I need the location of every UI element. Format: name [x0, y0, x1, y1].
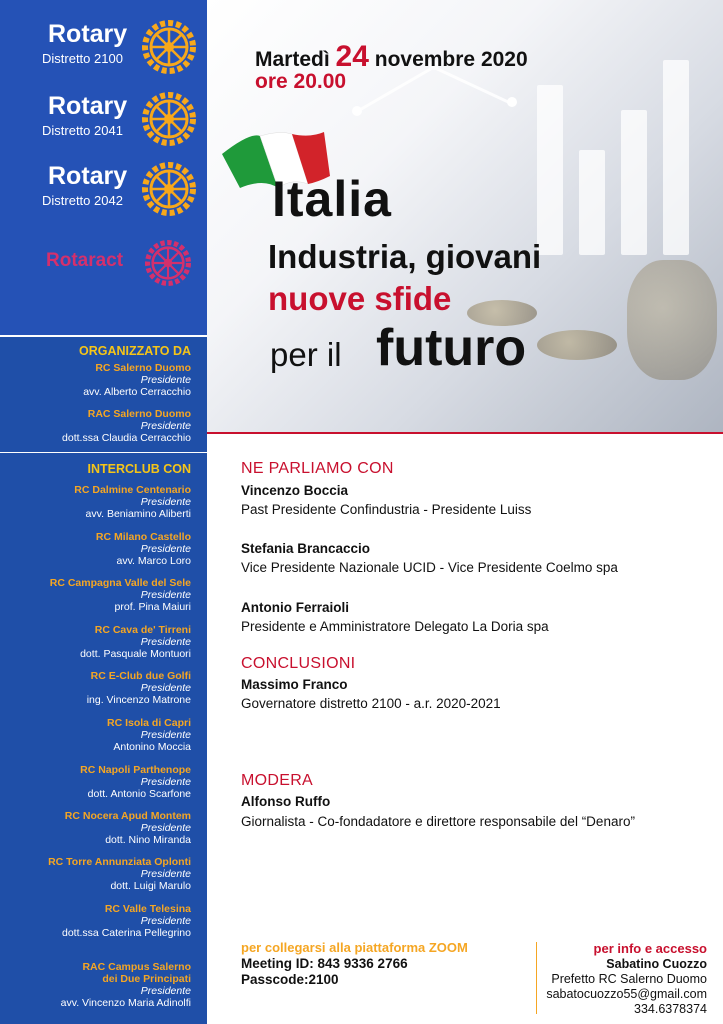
speaker-name: Vincenzo Boccia — [241, 483, 349, 498]
club-role: Presidente — [140, 776, 191, 788]
organizer-entry — [62, 408, 191, 444]
speaker-role: Past Presidente Confindustria - Presidente Luiss — [241, 502, 532, 517]
rotaract-wheel-icon — [145, 240, 191, 286]
club-president: ing. Vincenzo Matrone — [86, 694, 191, 706]
club-name: RAC Campus Salerno — [82, 961, 191, 973]
interclub-entry — [96, 531, 191, 567]
date-weekday: Martedì — [255, 48, 330, 71]
club-role: Presidente — [140, 868, 191, 880]
organized-heading: ORGANIZZATO DA — [78, 344, 191, 358]
interclub-entry — [62, 903, 191, 939]
trend-dot-decoration — [352, 106, 362, 116]
coin-stack-decoration — [537, 330, 617, 360]
rotaract-wordmark: Rotaract — [46, 250, 124, 271]
club-president: dott.ssa Caterina Pellegrino — [62, 927, 191, 939]
title-industria: Industria, giovani — [268, 238, 542, 275]
interclub-entry — [65, 810, 191, 846]
club-role: Presidente — [140, 543, 191, 555]
conclusions-label: CONCLUSIONI — [241, 655, 356, 672]
speakers-label: NE PARLIAMO CON — [241, 460, 394, 477]
club-name-line2: dei Due Principati — [102, 973, 191, 985]
title-nuove-sfide: nuove sfide — [268, 280, 452, 317]
footer-divider — [536, 942, 537, 1014]
club-role: Presidente — [140, 729, 191, 741]
club-role: Presidente — [140, 915, 191, 927]
hero-divider — [207, 432, 723, 434]
club-role: Presidente — [140, 682, 191, 694]
date-day: 24 — [335, 40, 369, 73]
speaker-role: Presidente e Amministratore Delegato La Doria spa — [241, 619, 549, 634]
moderator-label: MODERA — [241, 772, 314, 789]
event-date — [255, 40, 528, 74]
interclub-entry — [50, 577, 191, 613]
chart-bar-decoration — [537, 85, 563, 255]
club-role: Presidente — [140, 589, 191, 601]
title-per-il: per il — [270, 336, 342, 373]
speaker-name: Antonio Ferraioli — [241, 600, 349, 615]
interclub-entry — [74, 484, 191, 520]
club-role: Presidente — [140, 636, 191, 648]
moderator-role: Giornalista - Co-fondadatore e direttore responsabile del “Denaro” — [241, 814, 635, 829]
club-name: RC Milano Castello — [95, 531, 191, 543]
interclub-entry — [48, 856, 191, 892]
club-president: dott. Antonio Scarfone — [87, 788, 191, 800]
club-name: RC E-Club due Golfi — [90, 670, 191, 682]
club-president: dott. Pasquale Montuori — [80, 648, 191, 660]
club-role: Presidente — [140, 496, 191, 508]
title-italia: Italia — [272, 171, 392, 227]
hand-decoration — [627, 260, 717, 380]
rotary-wheel-icon — [142, 92, 196, 146]
club-president: dott. Luigi Marulo — [110, 880, 191, 892]
rotary-brand-2100 — [42, 20, 202, 76]
club-president: avv. Vincenzo Maria Adinolfi — [60, 997, 191, 1009]
interclub-entry — [61, 961, 191, 1009]
club-name: RC Nocera Apud Montem — [64, 810, 191, 822]
club-name: RC Cava de' Tirreni — [94, 624, 191, 636]
sidebar-divider — [0, 452, 207, 453]
speaker-role: Vice Presidente Nazionale UCID - Vice Presidente Coelmo spa — [241, 560, 618, 575]
club-president: Antonino Moccia — [113, 741, 191, 753]
event-time: ore 20.00 — [255, 70, 347, 93]
trend-dot-decoration — [507, 97, 517, 107]
moderator-name: Alfonso Ruffo — [241, 794, 331, 809]
club-president: dott. Nino Miranda — [105, 834, 191, 846]
club-name: RC Valle Telesina — [104, 903, 191, 915]
club-name: RAC Salerno Duomo — [87, 408, 191, 420]
rotary-wordmark: Rotary — [48, 20, 128, 48]
sidebar — [0, 0, 207, 1024]
rotary-wheel-icon — [142, 20, 196, 74]
info-phone: 334.6378374 — [634, 1002, 707, 1016]
meeting-id: Meeting ID: 843 9336 2766 — [241, 956, 408, 971]
interclub-entry — [80, 624, 191, 660]
interclub-entry — [107, 717, 191, 753]
conclusion-role: Governatore distretto 2100 - a.r. 2020-2021 — [241, 696, 501, 711]
passcode: Passcode:2100 — [241, 972, 339, 987]
club-name: RC Napoli Parthenope — [80, 764, 191, 776]
zoom-heading: per collegarsi alla piattaforma ZOOM — [241, 940, 468, 955]
interclub-entry — [80, 764, 191, 800]
conclusion-name: Massimo Franco — [241, 677, 348, 692]
interclub-heading: INTERCLUB CON — [87, 462, 191, 476]
club-role: Presidente — [140, 822, 191, 834]
chart-bar-decoration — [579, 150, 605, 255]
club-name: RC Salerno Duomo — [95, 362, 191, 374]
club-role: Presidente — [140, 374, 191, 386]
club-name: RC Campagna Valle del Sele — [49, 577, 191, 589]
club-president: dott.ssa Claudia Cerracchio — [62, 432, 191, 444]
club-role: Presidente — [140, 420, 191, 432]
interclub-entry — [87, 670, 191, 706]
club-name: RC Dalmine Centenario — [74, 484, 191, 496]
club-president: avv. Alberto Cerracchio — [83, 386, 191, 398]
date-month-year: novembre 2020 — [374, 48, 528, 71]
district-label: Distretto 2100 — [42, 51, 123, 66]
chart-bar-decoration — [663, 60, 689, 255]
info-contact-title: Prefetto RC Salerno Duomo — [551, 972, 707, 986]
rotary-wordmark: Rotary — [48, 92, 128, 120]
speaker-name: Stefania Brancaccio — [241, 541, 371, 556]
club-role: Presidente — [140, 985, 191, 997]
club-name: RC Isola di Capri — [106, 717, 191, 729]
club-president: avv. Marco Loro — [116, 555, 191, 567]
club-president: prof. Pina Maiuri — [114, 601, 191, 613]
rotary-wheel-icon — [142, 162, 196, 216]
info-email-link[interactable]: sabatocuozzo55@gmail.com — [546, 987, 707, 1001]
club-name: RC Torre Annunziata Oplonti — [48, 856, 191, 868]
rotary-brand-2041 — [42, 92, 202, 148]
info-heading: per info e accesso — [593, 941, 707, 956]
district-label: Distretto 2041 — [42, 123, 123, 138]
district-label: Distretto 2042 — [42, 193, 123, 208]
club-president: avv. Beniamino Aliberti — [85, 508, 191, 520]
organizer-entry — [83, 362, 191, 398]
title-futuro: futuro — [376, 319, 527, 377]
chart-bar-decoration — [621, 110, 647, 255]
rotary-wordmark: Rotary — [48, 162, 128, 190]
rotary-brand-2042 — [42, 162, 202, 218]
info-contact-name: Sabatino Cuozzo — [606, 957, 707, 971]
sidebar-divider — [0, 335, 207, 337]
